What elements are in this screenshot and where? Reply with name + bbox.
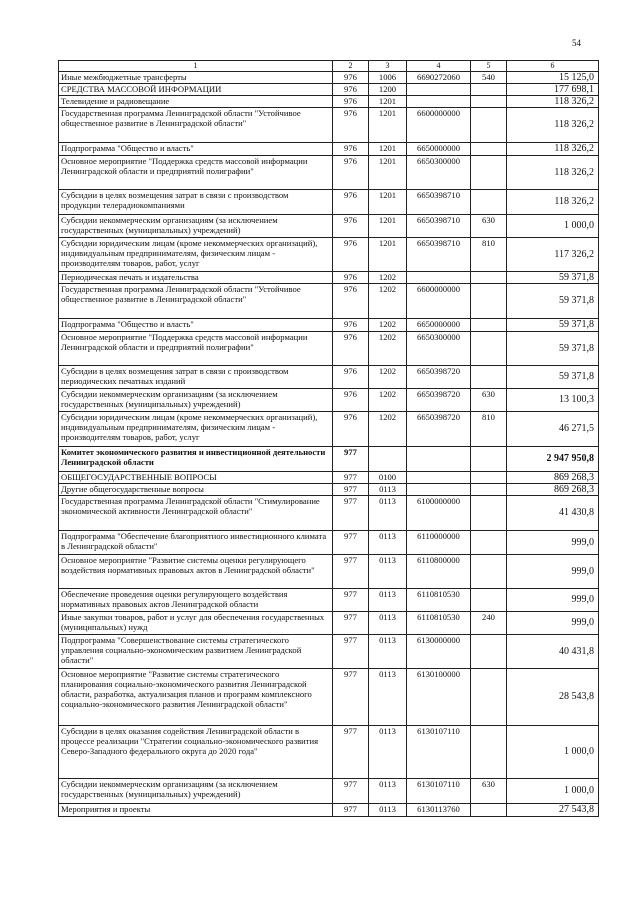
target-article-cell: 6130107110: [407, 779, 471, 804]
section-code-cell: 0113: [369, 484, 407, 496]
section-code-cell: 0113: [369, 496, 407, 531]
row-name-cell: Основное мероприятие "Развитие системы оценки регулирующего воздействия нормативных правовых актов в Ленинградской области": [59, 555, 333, 589]
section-code-cell: 1202: [369, 412, 407, 447]
target-article-cell: 6650300000: [407, 332, 471, 366]
target-article-cell: [407, 472, 471, 484]
column-header: 5: [471, 61, 507, 72]
expense-type-cell: [471, 496, 507, 531]
expense-type-cell: 240: [471, 612, 507, 635]
row-name-cell: Субсидии некоммерческим организациям (за исключением государственных (муниципальных) учреждений): [59, 389, 333, 412]
expense-type-cell: [471, 726, 507, 779]
row-name-cell: Подпрограмма "Обеспечение благоприятного инвестиционного климата в Ленинградской области": [59, 531, 333, 555]
table-row: [59, 779, 599, 804]
amount-cell: 869 268,3: [507, 484, 599, 496]
amount-cell: 2 947 950,8: [507, 447, 599, 472]
target-article-cell: 6650398710: [407, 238, 471, 272]
target-article-cell: 6130000000: [407, 635, 471, 669]
section-code-cell: 1201: [369, 238, 407, 272]
row-name-cell: Иные межбюджетные трансферты: [59, 72, 333, 84]
table-row: [59, 496, 599, 531]
table-row: [59, 72, 599, 84]
section-code-cell: 1202: [369, 332, 407, 366]
row-name-cell: Мероприятия и проекты: [59, 804, 333, 817]
table-row: [59, 472, 599, 484]
target-article-cell: 6650398720: [407, 389, 471, 412]
expense-type-cell: [471, 531, 507, 555]
expense-type-cell: [471, 484, 507, 496]
amount-cell: 27 543,8: [507, 804, 599, 817]
ved-code-cell: 976: [333, 366, 369, 389]
column-header: 2: [333, 61, 369, 72]
ved-code-cell: 977: [333, 635, 369, 669]
ved-code-cell: 976: [333, 389, 369, 412]
target-article-cell: 6650398720: [407, 412, 471, 447]
ved-code-cell: 977: [333, 484, 369, 496]
amount-cell: 118 326,2: [507, 96, 599, 108]
section-code-cell: 1202: [369, 319, 407, 332]
target-article-cell: 6130107110: [407, 726, 471, 779]
target-article-cell: 6110810530: [407, 612, 471, 635]
row-name-cell: Субсидии в целях возмещения затрат в связи с производством продукции телерадиокомпаниями: [59, 190, 333, 215]
section-code-cell: 0113: [369, 804, 407, 817]
expense-type-cell: [471, 447, 507, 472]
section-code-cell: 0113: [369, 612, 407, 635]
ved-code-cell: 976: [333, 84, 369, 96]
row-name-cell: Субсидии юридическим лицам (кроме некоммерческих организаций), индивидуальным предпринимателям, физическим лицам - производителям товаров, работ, услуг: [59, 412, 333, 447]
row-name-cell: Субсидии некоммерческим организациям (за исключением государственных (муниципальных) учреждений): [59, 215, 333, 238]
section-code-cell: 0113: [369, 555, 407, 589]
section-code-cell: 1202: [369, 272, 407, 284]
section-code-cell: 0113: [369, 726, 407, 779]
expense-type-cell: [471, 589, 507, 612]
ved-code-cell: 977: [333, 612, 369, 635]
amount-cell: 41 430,8: [507, 496, 599, 531]
target-article-cell: [407, 484, 471, 496]
ved-code-cell: 976: [333, 319, 369, 332]
expense-type-cell: [471, 143, 507, 156]
target-article-cell: [407, 447, 471, 472]
amount-cell: 118 326,2: [507, 143, 599, 156]
ved-code-cell: 976: [333, 96, 369, 108]
section-code-cell: 1202: [369, 366, 407, 389]
amount-cell: 59 371,8: [507, 272, 599, 284]
amount-cell: 118 326,2: [507, 190, 599, 215]
ved-code-cell: 976: [333, 332, 369, 366]
section-code-cell: 1201: [369, 156, 407, 190]
amount-cell: 1 000,0: [507, 215, 599, 238]
column-header: 6: [507, 61, 599, 72]
row-name-cell: Основное мероприятие "Поддержка средств массовой информации Ленинградской области и предприятий полиграфии": [59, 156, 333, 190]
target-article-cell: 6650000000: [407, 319, 471, 332]
expense-type-cell: [471, 84, 507, 96]
target-article-cell: [407, 84, 471, 96]
section-code-cell: 0113: [369, 779, 407, 804]
table-row: [59, 669, 599, 726]
row-name-cell: Телевидение и радиовещание: [59, 96, 333, 108]
expense-type-cell: [471, 190, 507, 215]
target-article-cell: 6650398710: [407, 190, 471, 215]
table-row: [59, 319, 599, 332]
target-article-cell: 6100000000: [407, 496, 471, 531]
ved-code-cell: 977: [333, 804, 369, 817]
section-code-cell: 0113: [369, 635, 407, 669]
row-name-cell: Государственная программа Ленинградской области "Устойчивое общественное развитие в Ленинградской области": [59, 284, 333, 319]
expense-type-cell: 540: [471, 72, 507, 84]
row-name-cell: Подпрограмма "Совершенствование системы стратегического управления социально-экономическим развитием Ленинградской области": [59, 635, 333, 669]
table-row: [59, 332, 599, 366]
table-row: [59, 284, 599, 319]
expense-type-cell: 810: [471, 412, 507, 447]
amount-cell: 999,0: [507, 589, 599, 612]
ved-code-cell: 977: [333, 447, 369, 472]
table-row: [59, 635, 599, 669]
ved-code-cell: 977: [333, 496, 369, 531]
expense-type-cell: [471, 96, 507, 108]
amount-cell: 999,0: [507, 612, 599, 635]
amount-cell: 999,0: [507, 531, 599, 555]
row-name-cell: Государственная программа Ленинградской области "Стимулирование экономической активности Ленинградской области": [59, 496, 333, 531]
expense-type-cell: [471, 555, 507, 589]
table-row: [59, 366, 599, 389]
row-name-cell: Субсидии юридическим лицам (кроме некоммерческих организаций), индивидуальным предпринимателям, физическим лицам - производителям товаров, работ, услуг: [59, 238, 333, 272]
ved-code-cell: 977: [333, 531, 369, 555]
table-row: [59, 589, 599, 612]
row-name-cell: Комитет экономического развития и инвестиционной деятельности Ленинградской области: [59, 447, 333, 472]
target-article-cell: 6130113760: [407, 804, 471, 817]
table-row: [59, 612, 599, 635]
target-article-cell: 6110000000: [407, 531, 471, 555]
row-name-cell: Основное мероприятие "Поддержка средств массовой информации Ленинградской области и предприятий полиграфии": [59, 332, 333, 366]
expense-type-cell: [471, 284, 507, 319]
row-name-cell: Субсидии некоммерческим организациям (за исключением государственных (муниципальных) учреждений): [59, 779, 333, 804]
row-name-cell: Подпрограмма "Общество и власть": [59, 143, 333, 156]
expense-type-cell: [471, 669, 507, 726]
ved-code-cell: 977: [333, 555, 369, 589]
target-article-cell: [407, 272, 471, 284]
expense-type-cell: [471, 332, 507, 366]
row-name-cell: Другие общегосударственные вопросы: [59, 484, 333, 496]
ved-code-cell: 976: [333, 190, 369, 215]
ved-code-cell: 976: [333, 215, 369, 238]
ved-code-cell: 976: [333, 72, 369, 84]
ved-code-cell: 977: [333, 669, 369, 726]
expense-type-cell: [471, 319, 507, 332]
table-row: [59, 412, 599, 447]
column-header-row: [59, 61, 599, 72]
amount-cell: 46 271,5: [507, 412, 599, 447]
amount-cell: 59 371,8: [507, 284, 599, 319]
section-code-cell: [369, 447, 407, 472]
expense-type-cell: 630: [471, 779, 507, 804]
section-code-cell: 1201: [369, 215, 407, 238]
section-code-cell: 1202: [369, 284, 407, 319]
expense-type-cell: [471, 635, 507, 669]
amount-cell: 1 000,0: [507, 779, 599, 804]
table-row: [59, 238, 599, 272]
table-row: [59, 484, 599, 496]
expense-type-cell: [471, 272, 507, 284]
budget-table: [58, 60, 599, 817]
target-article-cell: [407, 96, 471, 108]
row-name-cell: Периодическая печать и издательства: [59, 272, 333, 284]
target-article-cell: 6650000000: [407, 143, 471, 156]
row-name-cell: Субсидии в целях оказания содействия Ленинградской области в процессе реализации "Стратегии социально-экономического развития Северо-Западного федерального округа до 2020 года": [59, 726, 333, 779]
expense-type-cell: [471, 156, 507, 190]
section-code-cell: 0113: [369, 589, 407, 612]
row-name-cell: Иные закупки товаров, работ и услуг для обеспечения государственных (муниципальных) нужд: [59, 612, 333, 635]
table-row: [59, 389, 599, 412]
ved-code-cell: 977: [333, 726, 369, 779]
amount-cell: 118 326,2: [507, 156, 599, 190]
expense-type-cell: 630: [471, 389, 507, 412]
amount-cell: 13 100,3: [507, 389, 599, 412]
row-name-cell: Государственная программа Ленинградской области "Устойчивое общественное развитие в Ленинградской области": [59, 108, 333, 143]
ved-code-cell: 977: [333, 589, 369, 612]
section-code-cell: 0113: [369, 669, 407, 726]
amount-cell: 869 268,3: [507, 472, 599, 484]
section-code-cell: 1202: [369, 389, 407, 412]
ved-code-cell: 976: [333, 108, 369, 143]
amount-cell: 1 000,0: [507, 726, 599, 779]
section-code-cell: 0113: [369, 531, 407, 555]
amount-cell: 40 431,8: [507, 635, 599, 669]
ved-code-cell: 977: [333, 779, 369, 804]
amount-cell: 59 371,8: [507, 332, 599, 366]
section-code-cell: 1201: [369, 190, 407, 215]
table-row: [59, 272, 599, 284]
amount-cell: 177 698,1: [507, 84, 599, 96]
ved-code-cell: 976: [333, 156, 369, 190]
section-code-cell: 0100: [369, 472, 407, 484]
target-article-cell: 6650300000: [407, 156, 471, 190]
target-article-cell: 6690272060: [407, 72, 471, 84]
table-row: [59, 84, 599, 96]
row-name-cell: ОБЩЕГОСУДАРСТВЕННЫЕ ВОПРОСЫ: [59, 472, 333, 484]
table-row: [59, 215, 599, 238]
section-code-cell: 1201: [369, 108, 407, 143]
row-name-cell: СРЕДСТВА МАССОВОЙ ИНФОРМАЦИИ: [59, 84, 333, 96]
target-article-cell: 6650398710: [407, 215, 471, 238]
table-row: [59, 555, 599, 589]
column-header: 1: [59, 61, 333, 72]
target-article-cell: 6600000000: [407, 284, 471, 319]
target-article-cell: 6130100000: [407, 669, 471, 726]
row-name-cell: Обеспечение проведения оценки регулирующего воздействия нормативных правовых актов Ленинградской области: [59, 589, 333, 612]
expense-type-cell: 630: [471, 215, 507, 238]
table-row: [59, 531, 599, 555]
table-row: [59, 96, 599, 108]
section-code-cell: 1201: [369, 96, 407, 108]
table-row: [59, 156, 599, 190]
section-code-cell: 1006: [369, 72, 407, 84]
amount-cell: 28 543,8: [507, 669, 599, 726]
amount-cell: 59 371,8: [507, 366, 599, 389]
table-row: [59, 447, 599, 472]
ved-code-cell: 976: [333, 272, 369, 284]
row-name-cell: Основное мероприятие "Развитие системы стратегического планирования социально-экономического развития Ленинградской области, разработка, актуализация планов и программ комплексного социально-экономического развития Ленинградской области": [59, 669, 333, 726]
table-row: [59, 804, 599, 817]
expense-type-cell: 810: [471, 238, 507, 272]
table-row: [59, 190, 599, 215]
table-row: [59, 108, 599, 143]
target-article-cell: 6110810530: [407, 589, 471, 612]
table-row: [59, 143, 599, 156]
column-header: 4: [407, 61, 471, 72]
table-row: [59, 726, 599, 779]
section-code-cell: 1201: [369, 143, 407, 156]
target-article-cell: 6600000000: [407, 108, 471, 143]
ved-code-cell: 977: [333, 472, 369, 484]
ved-code-cell: 976: [333, 238, 369, 272]
target-article-cell: 6110800000: [407, 555, 471, 589]
amount-cell: 117 326,2: [507, 238, 599, 272]
expense-type-cell: [471, 472, 507, 484]
amount-cell: 118 326,2: [507, 108, 599, 143]
ved-code-cell: 976: [333, 284, 369, 319]
amount-cell: 59 371,8: [507, 319, 599, 332]
ved-code-cell: 976: [333, 143, 369, 156]
expense-type-cell: [471, 366, 507, 389]
amount-cell: 999,0: [507, 555, 599, 589]
expense-type-cell: [471, 108, 507, 143]
ved-code-cell: 976: [333, 412, 369, 447]
section-code-cell: 1200: [369, 84, 407, 96]
target-article-cell: 6650398720: [407, 366, 471, 389]
expense-type-cell: [471, 804, 507, 817]
amount-cell: 15 125,0: [507, 72, 599, 84]
row-name-cell: Субсидии в целях возмещения затрат в связи с производством периодических печатных изданий: [59, 366, 333, 389]
page-number: 54: [572, 38, 581, 48]
column-header: 3: [369, 61, 407, 72]
row-name-cell: Подпрограмма "Общество и власть": [59, 319, 333, 332]
